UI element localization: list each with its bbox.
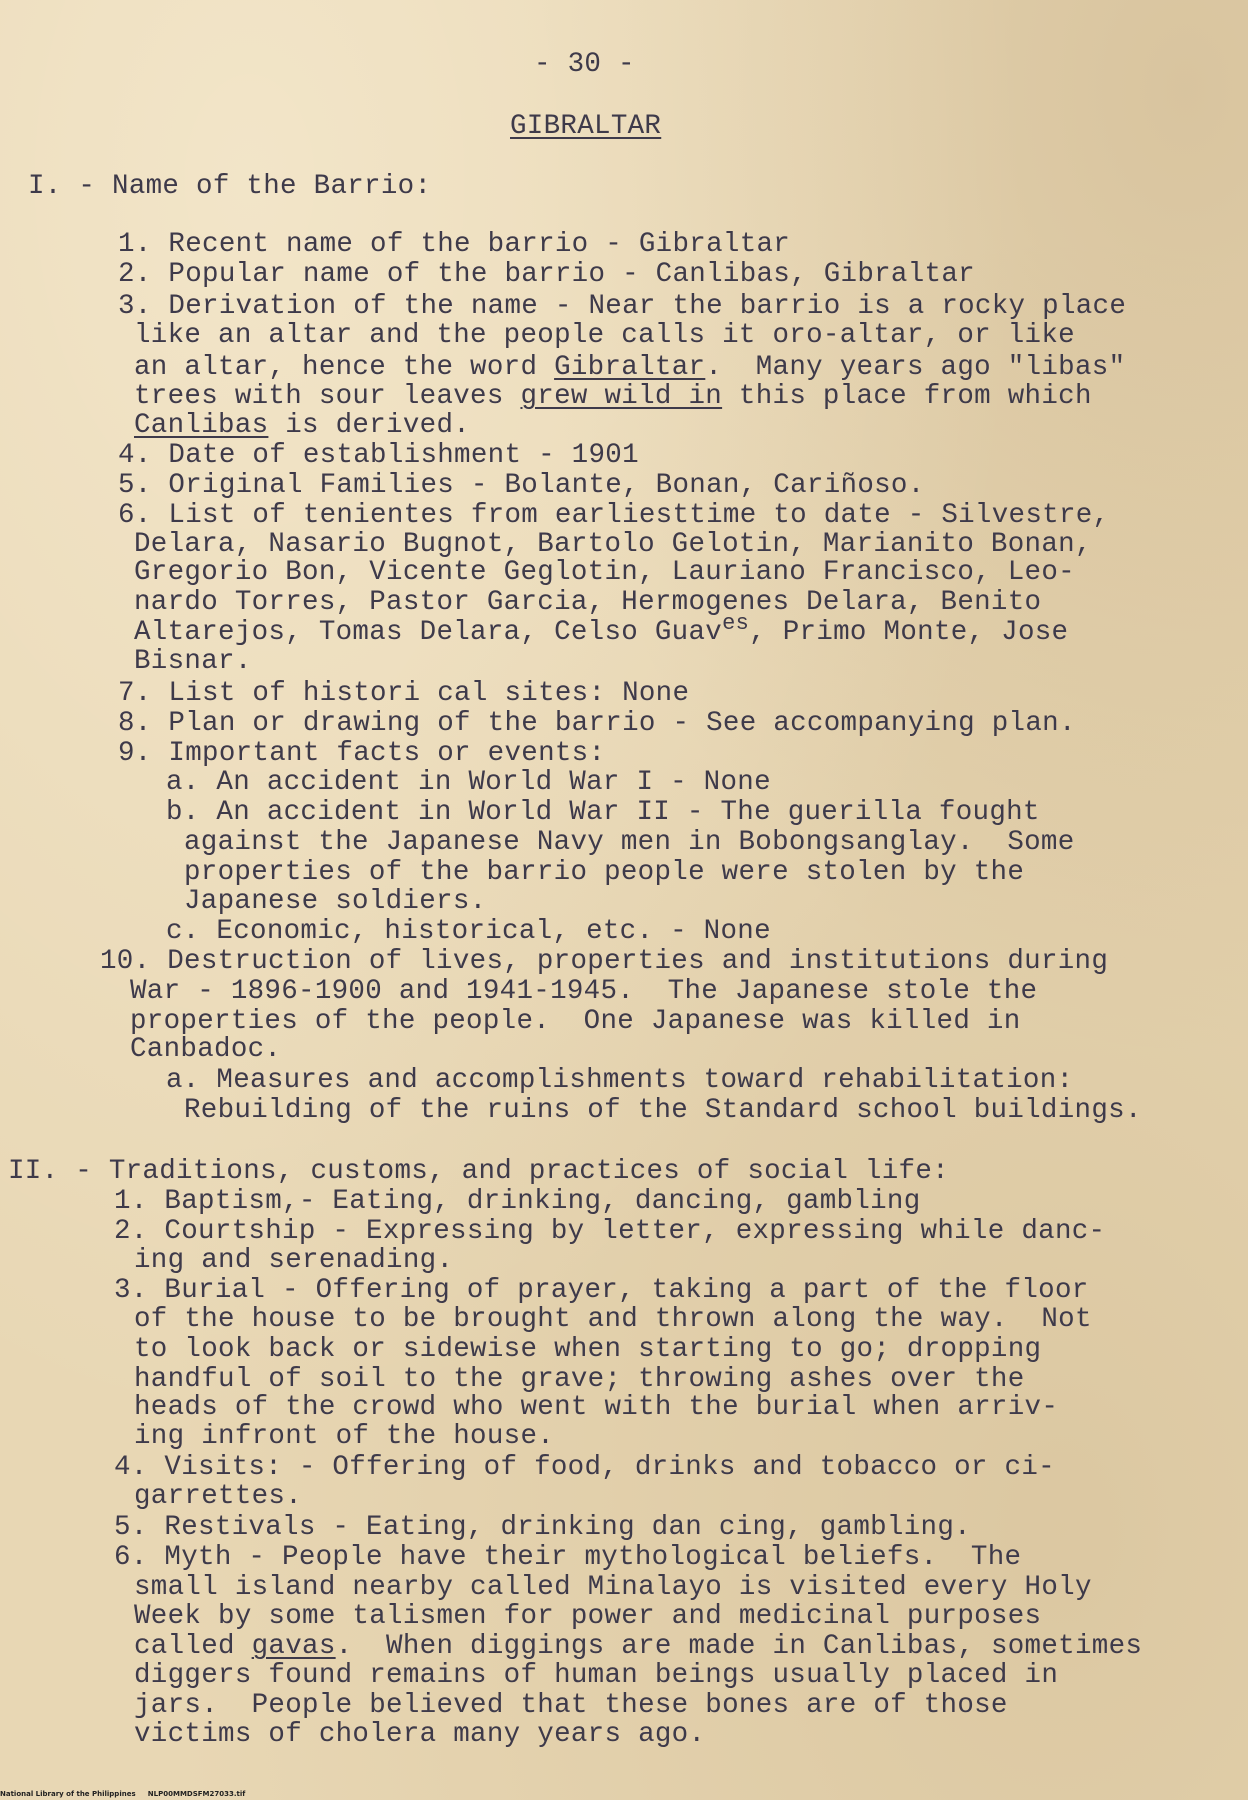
- item-courtship: ing and serenading.: [134, 1245, 454, 1276]
- section-heading-traditions: II. - Traditions, customs, and practices of social life:: [8, 1156, 949, 1187]
- subitem-world-war-2: properties of the barrio people were stolen by the: [184, 857, 1025, 888]
- item-destruction-line: War - 1896-1900 and 1941-1945. The Japanese stole the: [130, 976, 1038, 1007]
- item-visits: 4. Visits: - Offering of food, drinks and tobacco or ci-: [114, 1452, 1055, 1483]
- item-burial-line: ing infront of the house.: [134, 1421, 555, 1452]
- item-popular-name: 2. Popular name of the barrio - Canlibas, Gibraltar: [118, 259, 975, 290]
- item-important-facts: 9. Important facts or events:: [118, 738, 606, 769]
- item-burial-line: heads of the crowd who went with the burial when arriv-: [134, 1392, 1059, 1423]
- item-destruction-line: Canbadoc.: [130, 1034, 282, 1065]
- item-recent-name: 1. Recent name of the barrio - Gibraltar: [118, 229, 791, 260]
- section-heading-name-of-barrio: I. - Name of the Barrio:: [28, 171, 432, 202]
- item-tenientes-line: 6. List of tenientes from earliesttime to date - Silvestre,: [118, 500, 1110, 531]
- item-date-established: 4. Date of establishment - 1901: [118, 440, 639, 471]
- item-burial-line: 3. Burial - Offering of prayer, taking a part of the floor: [114, 1275, 1089, 1306]
- item-tenientes-line: Altarejos, Tomas Delara, Celso Guav$^{es}$, Primo Monte, Jose: [134, 610, 1069, 648]
- item-baptism: 1. Baptism,- Eating, drinking, dancing, gambling: [114, 1186, 921, 1217]
- subitem-rehabilitation: a. Measures and accomplishments toward rehabilitation:: [166, 1065, 1074, 1096]
- subitem-world-war-2: against the Japanese Navy men in Bobongsanglay. Some: [184, 827, 1075, 858]
- item-festivals: 5. Restivals - Eating, drinking dan cing, gambling.: [114, 1512, 971, 1543]
- item-derivation-line: trees with sour leaves grew wild in this place from which: [134, 381, 1092, 412]
- subitem-rehabilitation: Rebuilding of the ruins of the Standard school buildings.: [184, 1095, 1142, 1126]
- item-derivation-line: like an altar and the people calls it oro-altar, or like: [134, 320, 1075, 351]
- item-myth-line: small island nearby called Minalayo is visited every Holy: [134, 1572, 1092, 1603]
- item-plan-drawing: 8. Plan or drawing of the barrio - See accompanying plan.: [118, 708, 1076, 739]
- item-derivation-line: 3. Derivation of the name - Near the barrio is a rocky place: [118, 291, 1127, 322]
- item-burial-line: of the house to be brought and thrown along the way. Not: [134, 1304, 1092, 1335]
- item-destruction-line: 10. Destruction of lives, properties and institutions during: [100, 946, 1109, 977]
- item-derivation-line: Canlibas is derived.: [134, 410, 471, 441]
- item-visits: garrettes.: [134, 1481, 303, 1512]
- item-tenientes-line: Bisnar.: [134, 646, 252, 677]
- item-myth-line: victims of cholera many years ago.: [134, 1719, 706, 1750]
- item-historical-sites: 7. List of histori cal sites: None: [118, 678, 690, 709]
- item-original-families: 5. Original Families - Bolante, Bonan, Cariñoso.: [118, 470, 925, 501]
- item-destruction-line: properties of the people. One Japanese was killed in: [130, 1006, 1021, 1037]
- subitem-world-war-2: Japanese soldiers.: [184, 886, 487, 917]
- item-burial-line: to look back or sidewise when starting to go; dropping: [134, 1334, 1042, 1365]
- item-tenientes-line: Delara, Nasario Bugnot, Bartolo Gelotin, Marianito Bonan,: [134, 529, 1092, 560]
- item-burial-line: handful of soil to the grave; throwing ashes over the: [134, 1364, 1025, 1395]
- item-myth-line: 6. Myth - People have their mythological beliefs. The: [114, 1542, 1022, 1573]
- subitem-world-war-1: a. An accident in World War I - None: [166, 767, 771, 798]
- item-myth-line: jars. People believed that these bones are of those: [134, 1690, 1008, 1721]
- scan-footer: National Library of the Philippines NLP00MMDSFM27033.tif: [0, 1790, 246, 1798]
- item-courtship: 2. Courtship - Expressing by letter, expressing while danc-: [114, 1216, 1106, 1247]
- item-myth-line: diggers found remains of human beings usually placed in: [134, 1660, 1059, 1691]
- item-tenientes-line: Gregorio Bon, Vicente Geglotin, Lauriano Francisco, Leo-: [134, 557, 1075, 588]
- subitem-world-war-2: b. An accident in World War II - The guerilla fought: [166, 797, 1040, 828]
- item-derivation-line: an altar, hence the word Gibraltar. Many years ago "libas": [134, 352, 1126, 383]
- subitem-economic-historical: c. Economic, historical, etc. - None: [166, 916, 771, 947]
- page-title: GIBRALTAR: [510, 111, 662, 142]
- item-tenientes-line: nardo Torres, Pastor Garcia, Hermogenes Delara, Benito: [134, 587, 1042, 618]
- page-number: - 30 -: [534, 49, 635, 80]
- item-myth-line: called gavas. When diggings are made in Canlibas, sometimes: [134, 1631, 1143, 1662]
- item-myth-line: Week by some talismen for power and medicinal purposes: [134, 1601, 1042, 1632]
